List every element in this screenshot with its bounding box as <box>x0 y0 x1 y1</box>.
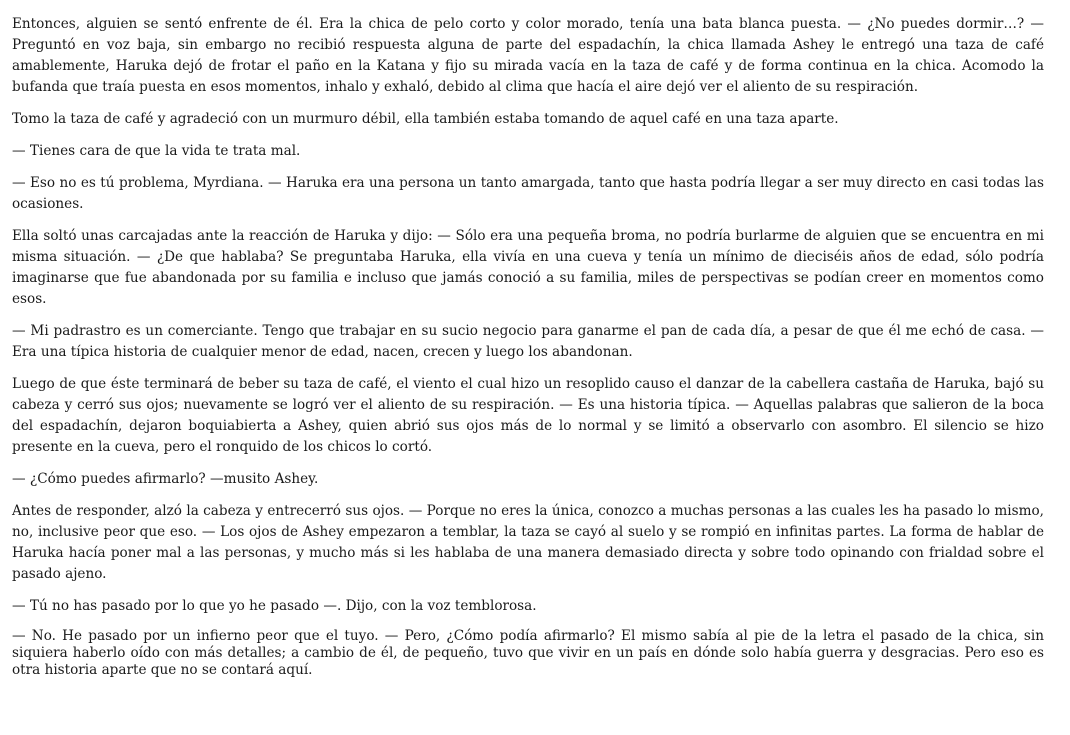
paragraph-9: Antes de responder, alzó la cabeza y entrecerró sus ojos. — Porque no eres la única, conozco a muchas personas a las cuales les ha pasado lo mismo, no, inclusive peor que eso. — Los ojos de Ashey empezaron a temblar, la taza se cayó al suelo y se rompió en infinitas partes. La forma de hablar de Haruka hacía poner mal a las personas, y mucho más si les hablaba de una manera demasiado directa y sobre todo opinando con frialdad sobre el pasado ajeno. <box>12 503 1044 582</box>
paragraph-6: — Mi padrastro es un comerciante. Tengo que trabajar en su sucio negocio para ganarme el pan de cada día, a pesar de que él me echó de casa. — Era una típica historia de cualquier menor de edad, nacen, crecen y luego los abandonan. <box>12 323 1044 360</box>
paragraph-8: — ¿Cómo puedes afirmarlo? —musito Ashey. <box>12 471 319 487</box>
paragraph-7: Luego de que éste terminará de beber su taza de café, el viento el cual hizo un resoplido causo el danzar de la cabellera castaña de Haruka, bajó su cabeza y cerró sus ojos; nuevamente se logró ver el aliento de su respiración. — Es una historia típica. — Aquellas palabras que salieron de la boca del espadachín, dejaron boquiabierta a Ashey, quien abrió sus ojos más de lo normal y se limitó a observarlo con asombro. El silencio se hizo presente en la cueva, pero el ronquido de los chicos lo cortó. <box>12 376 1044 455</box>
paragraph-10: — Tú no has pasado por lo que yo he pasado —. Dijo, con la voz temblorosa. <box>12 598 537 614</box>
paragraph-3: — Tienes cara de que la vida te trata mal. <box>12 143 301 159</box>
paragraph-1: Entonces, alguien se sentó enfrente de él. Era la chica de pelo corto y color morado, tenía una bata blanca puesta. — ¿No puedes dormir…? — Preguntó en voz baja, sin embargo no recibió respuesta alguna de parte del espadachín, la chica llamada Ashey le entregó una taza de café amablemente, Haruka dejó de frotar el paño en la Katana y fijo su mirada vacía en la taza de café y de forma continua en la chica. Acomodo la bufanda que traía puesta en esos momentos, inhalo y exhaló, debido al clima que hacía el aire dejó ver el aliento de su respiración. <box>12 16 1044 95</box>
document-body <box>12 14 1044 690</box>
paragraph-2: Tomo la taza de café y agradeció con un murmuro débil, ella también estaba tomando de aquel café en una taza aparte. <box>12 111 839 127</box>
paragraph-11: — No. He pasado por un infierno peor que el tuyo. — Pero, ¿Cómo podía afirmarlo? El mismo sabía al pie de la letra el pasado de la chica, sin siquiera haberlo oído con más detalles; a cambio de él, de pequeño, tuvo que vivir en un país en dónde solo había guerra y desgracias. Pero eso es otra historia aparte que no se contará aquí. <box>12 628 1044 678</box>
paragraph-4: — Eso no es tú problema, Myrdiana. — Haruka era una persona un tanto amargada, tanto que hasta podría llegar a ser muy directo en casi todas las ocasiones. <box>12 175 1044 212</box>
paragraph-5: Ella soltó unas carcajadas ante la reacción de Haruka y dijo: — Sólo era una pequeña broma, no podría burlarme de alguien que se encuentra en mi misma situación. — ¿De que hablaba? Se preguntaba Haruka, ella vivía en una cueva y tenía un mínimo de dieciséis años de edad, sólo podría imaginarse que fue abandonada por su familia e incluso que jamás conoció a su familia, miles de perspectivas se podían creer en momentos como esos. <box>12 228 1044 307</box>
